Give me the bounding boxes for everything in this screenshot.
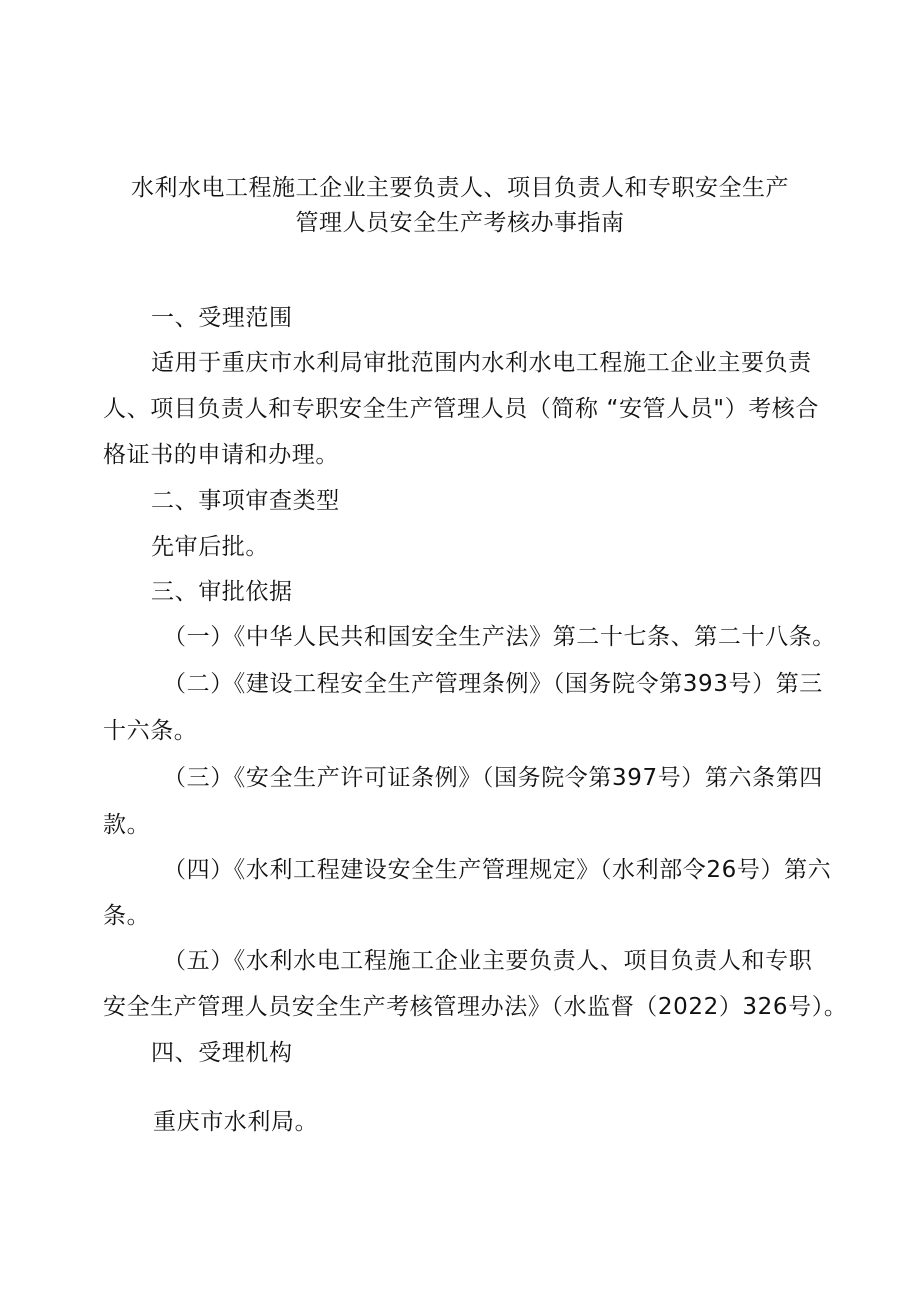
scope-body-line-3: 格证书的申请和办理。 xyxy=(103,442,339,468)
section-heading-basis: 三、审批依据 xyxy=(151,579,293,605)
review-type-body: 先审后批。 xyxy=(151,534,269,560)
section-heading-agency: 四、受理机构 xyxy=(151,1040,293,1066)
basis-item-5-line-1: （五）《水利水电工程施工企业主要负责人、项目负责人和专职 xyxy=(163,948,813,974)
basis-item-4-line-2: 条。 xyxy=(103,903,151,929)
scope-body-line-2: 人、项目负责人和专职安全生产管理人员（简称 “安管人员"）考核合 xyxy=(103,396,820,422)
basis-item-5-line-2: 安全生产管理人员安全生产考核管理办法》（水监督（2022）326号）。 xyxy=(103,994,848,1020)
basis-item-4-line-1: （四）《水利工程建设安全生产管理规定》（水利部令26号）第六 xyxy=(163,857,832,883)
basis-item-2-line-2: 十六条。 xyxy=(103,718,198,744)
document-title-line-2: 管理人员安全生产考核办事指南 xyxy=(295,210,625,236)
document-title-line-1: 水利水电工程施工企业主要负责人、项目负责人和专职安全生产 xyxy=(131,175,789,201)
basis-item-2-line-1: （二）《建设工程安全生产管理条例》（国务院令第393号）第三 xyxy=(163,671,823,697)
basis-item-3-line-2: 款。 xyxy=(103,812,151,838)
basis-item-1-line-1: （一）《中华人民共和国安全生产法》第二十七条、第二十八条。 xyxy=(163,624,836,650)
basis-item-3-line-1: （三）《安全生产许可证条例》（国务院令第397号）第六条第四 xyxy=(163,765,823,791)
agency-body: 重庆市水利局。 xyxy=(153,1109,319,1135)
section-heading-scope: 一、受理范围 xyxy=(151,305,293,331)
scope-body-line-1: 适用于重庆市水利局审批范围内水利水电工程施工企业主要负责 xyxy=(151,350,812,376)
section-heading-review-type: 二、事项审查类型 xyxy=(151,488,340,514)
